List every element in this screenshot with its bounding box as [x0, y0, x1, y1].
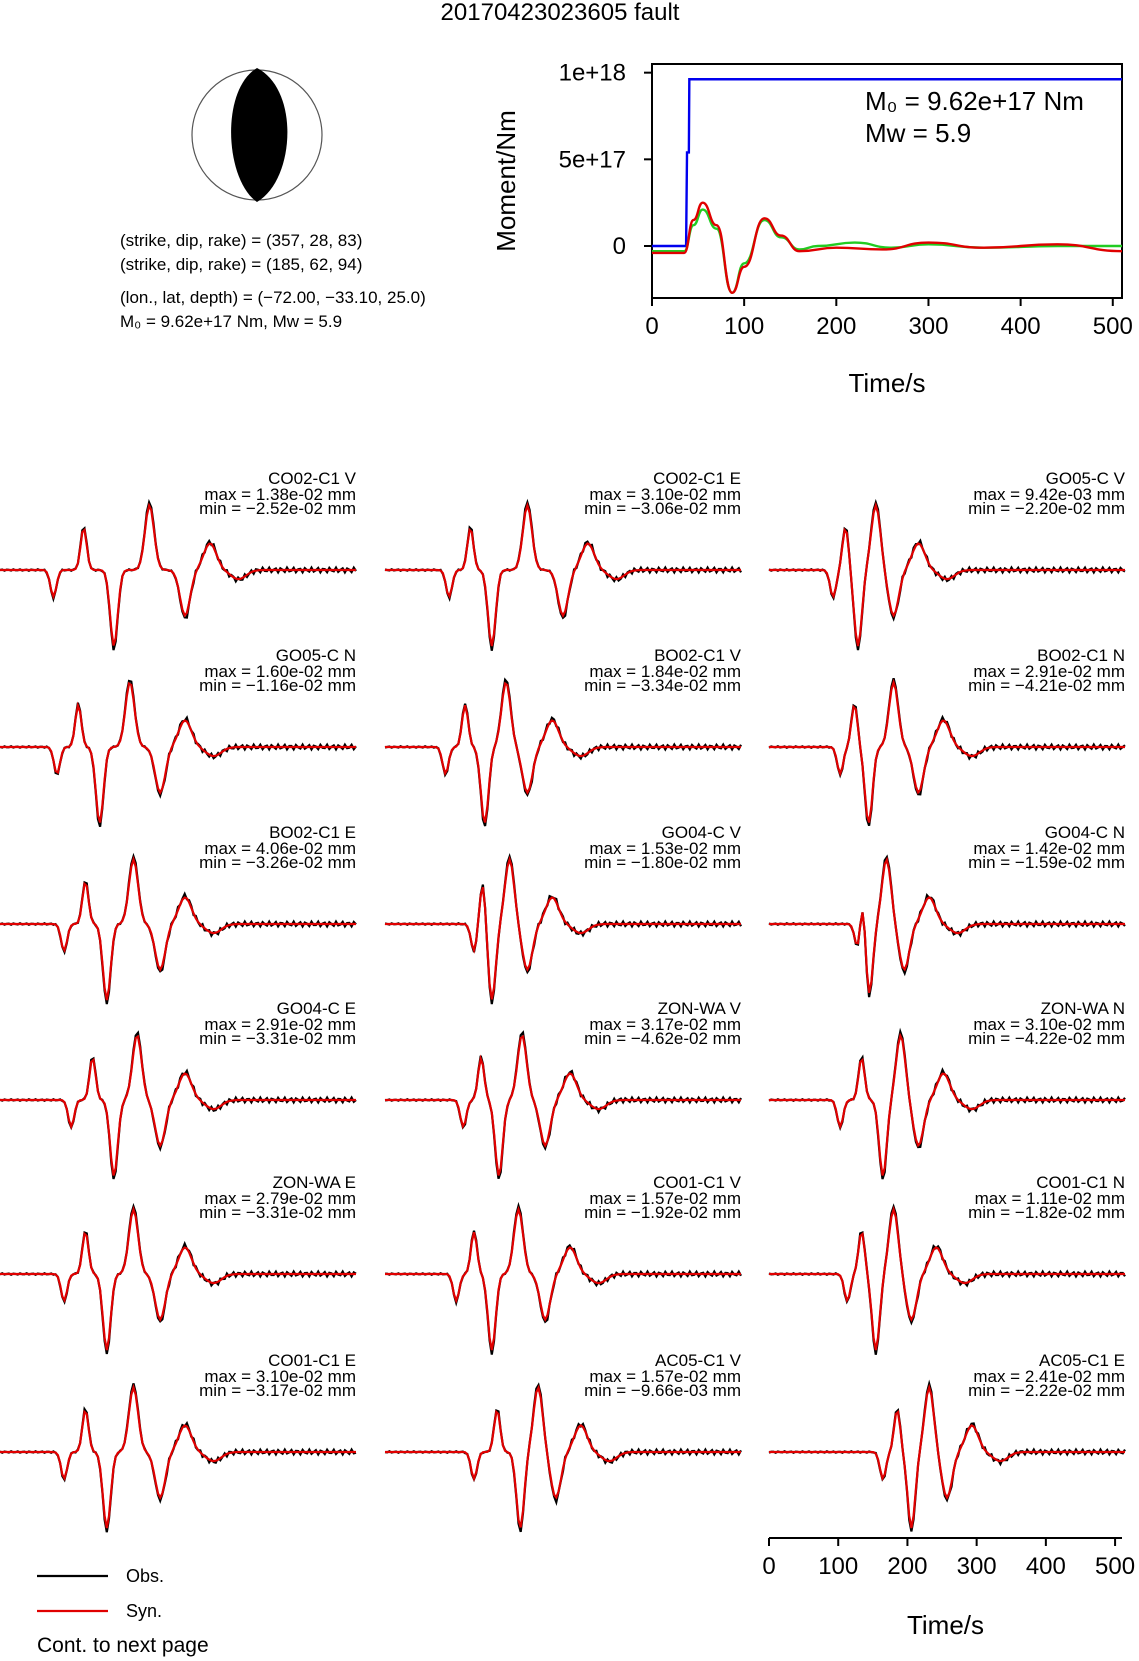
synthetic-waveform: [385, 860, 741, 1000]
waveform-panel: [769, 1351, 1125, 1531]
waveform-panel: [769, 469, 1126, 650]
station-label: BO02-C1 N: [1037, 646, 1125, 665]
observed-waveform: [0, 681, 356, 827]
max-amplitude-label: max = 1.57e-02 mm: [589, 1189, 741, 1208]
observed-waveform: [385, 857, 741, 1005]
max-amplitude-label: max = 1.42e-02 mm: [973, 839, 1125, 858]
moment-y-axis-label: Moment/Nm: [491, 110, 521, 252]
synthetic-waveform: [769, 860, 1125, 993]
max-amplitude-label: max = 2.91e-02 mm: [204, 1015, 356, 1034]
synthetic-waveform: [385, 684, 741, 823]
min-amplitude-label: min = −1.16e-02 mm: [199, 676, 356, 695]
min-amplitude-label: min = −2.20e-02 mm: [968, 499, 1125, 518]
beachball: [192, 68, 322, 202]
waveform-panel: [0, 646, 356, 827]
waveform-panel: [385, 646, 742, 826]
hypocenter-location: (lon., lat, depth) = (−72.00, −33.10, 25.0): [120, 288, 426, 307]
synthetic-waveform: [385, 505, 741, 646]
station-label: AC05-C1 V: [655, 1351, 741, 1370]
max-amplitude-label: max = 1.57e-02 mm: [589, 1367, 741, 1386]
synthetic-waveform: [769, 1036, 1125, 1176]
min-amplitude-label: min = −1.92e-02 mm: [584, 1203, 741, 1222]
moment-x-tick-label: 300: [908, 313, 949, 340]
synthetic-waveform: [0, 1209, 356, 1350]
synthetic-waveform: [769, 1388, 1125, 1529]
observed-waveform: [769, 1032, 1125, 1179]
station-label: GO04-C V: [661, 823, 741, 842]
time-axis-tick-label: 0: [762, 1553, 776, 1580]
time-axis-label: Time/s: [906, 1610, 985, 1640]
min-amplitude-label: min = −2.22e-02 mm: [968, 1381, 1125, 1400]
max-amplitude-label: max = 2.79e-02 mm: [204, 1189, 356, 1208]
waveform-panel: [385, 1351, 742, 1532]
waveform-panel: [769, 646, 1125, 826]
waveform-time-axis: [762, 1538, 1135, 1640]
max-amplitude-label: max = 3.17e-02 mm: [589, 1015, 741, 1034]
legend-obs-label: Obs.: [126, 1566, 165, 1586]
max-amplitude-label: max = 1.53e-02 mm: [589, 839, 741, 858]
nodal-plane-1: (strike, dip, rake) = (357, 28, 83): [120, 231, 363, 250]
min-amplitude-label: min = −3.26e-02 mm: [199, 853, 356, 872]
max-amplitude-label: max = 3.10e-02 mm: [204, 1367, 356, 1386]
station-label: GO04-C E: [276, 999, 356, 1018]
synthetic-waveform: [0, 506, 356, 646]
waveform-panel: [769, 1173, 1125, 1355]
synthetic-waveform: [0, 1387, 356, 1528]
observed-waveform: [769, 1384, 1125, 1532]
observed-waveform: [769, 503, 1125, 650]
observed-waveform: [769, 678, 1125, 825]
synthetic-waveform: [769, 506, 1125, 647]
time-axis-tick-label: 100: [818, 1553, 859, 1580]
observed-waveform: [385, 1033, 741, 1179]
max-amplitude-label: max = 2.91e-02 mm: [973, 662, 1125, 681]
waveform-panel: [385, 469, 741, 651]
time-axis-tick-label: 500: [1095, 1553, 1136, 1580]
min-amplitude-label: min = −3.31e-02 mm: [199, 1203, 356, 1222]
waveform-panel: [385, 999, 742, 1179]
station-label: ZON-WA N: [1040, 999, 1125, 1018]
station-label: BO02-C1 E: [269, 823, 356, 842]
observed-waveform: [0, 502, 356, 650]
max-amplitude-label: max = 9.42e-03 mm: [973, 485, 1125, 504]
station-label: BO02-C1 V: [654, 646, 741, 665]
observed-waveform: [0, 856, 356, 1004]
observed-waveform: [385, 680, 741, 826]
waveform-panel: [0, 1173, 356, 1354]
min-amplitude-label: min = −1.80e-02 mm: [584, 853, 741, 872]
min-amplitude-label: min = −1.59e-02 mm: [968, 853, 1125, 872]
station-label: CO01-C1 V: [653, 1173, 741, 1192]
moment-x-tick-label: 200: [816, 313, 857, 340]
waveform-panel: [769, 823, 1125, 997]
synthetic-waveform: [385, 1037, 741, 1176]
observed-waveform: [0, 1207, 356, 1354]
waveform-panel: [0, 469, 357, 650]
station-label: ZON-WA V: [657, 999, 741, 1018]
moment-x-tick-label: 500: [1092, 313, 1133, 340]
max-amplitude-label: max = 1.84e-02 mm: [589, 662, 741, 681]
station-label: CO02-C1 E: [653, 469, 741, 488]
observed-waveform: [0, 1033, 356, 1179]
moment-y-tick-label: 1e+18: [558, 59, 626, 87]
waveform-panel: [769, 999, 1125, 1179]
moment-x-tick-label: 0: [645, 313, 659, 340]
moment-summary: M₀ = 9.62e+17 Nm, Mw = 5.9: [120, 312, 343, 331]
station-label: CO02-C1 V: [268, 469, 356, 488]
waveform-panel: [0, 1351, 356, 1532]
station-label: AC05-C1 E: [1039, 1351, 1125, 1370]
synthetic-waveform: [769, 1210, 1125, 1351]
synthetic-waveform: [769, 682, 1125, 822]
waveform-grid: [0, 469, 1126, 1532]
legend-syn-label: Syn.: [126, 1601, 163, 1621]
observed-waveform: [769, 1207, 1125, 1355]
min-amplitude-label: min = −4.21e-02 mm: [968, 676, 1125, 695]
observed-waveform: [385, 1206, 741, 1355]
max-amplitude-label: max = 1.11e-02 mm: [974, 1189, 1125, 1208]
station-label: ZON-WA E: [272, 1173, 356, 1192]
min-amplitude-label: min = −3.06e-02 mm: [584, 499, 741, 518]
max-amplitude-label: max = 2.41e-02 mm: [973, 1367, 1125, 1386]
min-amplitude-label: min = −4.62e-02 mm: [584, 1029, 741, 1048]
moment-x-tick-label: 100: [724, 313, 765, 340]
waveform-panel: [0, 999, 356, 1179]
moment-x-tick-label: 400: [1000, 313, 1041, 340]
max-amplitude-label: max = 3.10e-02 mm: [973, 1015, 1125, 1034]
station-label: CO01-C1 E: [268, 1351, 356, 1370]
observed-waveform: [385, 1385, 741, 1532]
observed-waveform: [385, 502, 741, 650]
moment-m0-annotation: M₀ = 9.62e+17 Nm: [865, 86, 1084, 116]
moment-y-tick-label: 0: [612, 233, 626, 260]
station-label: GO05-C N: [275, 646, 356, 665]
station-label: GO05-C V: [1045, 469, 1125, 488]
min-amplitude-label: min = −3.31e-02 mm: [199, 1029, 356, 1048]
max-amplitude-label: max = 1.60e-02 mm: [204, 662, 356, 681]
min-amplitude-label: min = −9.66e-03 mm: [584, 1381, 741, 1400]
moment-mw-annotation: Mw = 5.9: [865, 118, 972, 148]
station-label: GO04-C N: [1044, 823, 1125, 842]
min-amplitude-label: min = −2.52e-02 mm: [199, 499, 356, 518]
legend: [37, 1566, 164, 1621]
time-axis-tick-label: 400: [1025, 1553, 1066, 1580]
synthetic-waveform: [385, 1388, 741, 1528]
synthetic-waveform: [0, 1037, 356, 1176]
moment-rate-chart: [491, 60, 1133, 398]
observed-waveform: [0, 1383, 356, 1532]
nodal-plane-2: (strike, dip, rake) = (185, 62, 94): [120, 255, 363, 274]
page-title: 20170423023605 fault: [440, 0, 680, 26]
time-axis-tick-label: 300: [956, 1553, 997, 1580]
max-amplitude-label: max = 1.38e-02 mm: [204, 485, 356, 504]
min-amplitude-label: min = −3.17e-02 mm: [199, 1381, 356, 1400]
station-label: CO01-C1 N: [1036, 1173, 1125, 1192]
moment-x-axis-label: Time/s: [848, 368, 926, 398]
waveform-panel: [0, 823, 356, 1004]
min-amplitude-label: min = −3.34e-02 mm: [584, 676, 741, 695]
synthetic-waveform: [0, 859, 356, 1000]
waveform-panel: [385, 823, 742, 1004]
synthetic-waveform: [0, 684, 356, 823]
max-amplitude-label: max = 4.06e-02 mm: [204, 839, 356, 858]
min-amplitude-label: min = −4.22e-02 mm: [968, 1029, 1125, 1048]
min-amplitude-label: min = −1.82e-02 mm: [968, 1203, 1125, 1222]
synthetic-waveform: [385, 1209, 741, 1350]
waveform-panel: [385, 1173, 742, 1355]
max-amplitude-label: max = 3.10e-02 mm: [589, 485, 741, 504]
footer-note: Cont. to next page: [37, 1634, 209, 1657]
moment-y-tick-label: 5e+17: [558, 146, 626, 174]
time-axis-tick-label: 200: [887, 1553, 928, 1580]
